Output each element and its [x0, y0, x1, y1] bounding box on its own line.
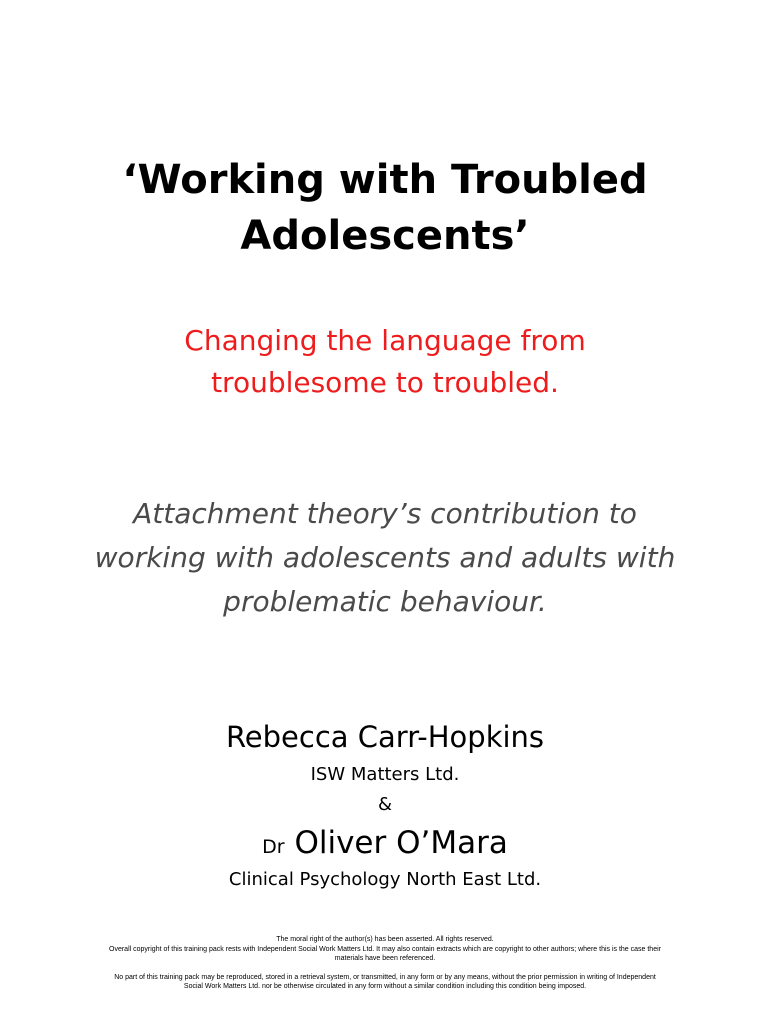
theme-line-2: working with adolescents and adults with: [94, 541, 676, 574]
document-subtitle: [20, 320, 750, 404]
footer-spacer: [60, 964, 710, 973]
author-name-2: [20, 822, 750, 868]
author-name-1: Rebecca Carr-Hopkins: [225, 720, 545, 754]
author-name-2-text: Oliver O’Mara: [294, 825, 508, 861]
title-line-1: ‘Working with Troubled: [122, 157, 648, 203]
copyright-footer: [60, 935, 710, 992]
moral-right-notice: The moral right of the author(s) has been asserted. All rights reserved.: [276, 936, 494, 943]
document-title: [20, 152, 750, 264]
authors-ampersand: &: [377, 794, 393, 815]
copyright-notice-line-2: materials have been referenced.: [334, 955, 436, 962]
author-organisation-1: ISW Matters Ltd.: [310, 764, 460, 785]
theme-line-1: Attachment theory’s contribution to: [133, 497, 637, 530]
title-line-2: Adolescents’: [240, 213, 530, 259]
copyright-notice-line-1: Overall copyright of this training pack rests with Independent Social Work Matters Ltd. It may also contain extracts which are copyright to other authors; where this is the case their: [109, 945, 661, 953]
author-organisation-2: Clinical Psychology North East Ltd.: [228, 869, 542, 890]
reproduction-notice-line-2: Social Work Matters Ltd. nor be otherwise circulated in any form without a similar condition including this condition being imposed.: [183, 983, 587, 990]
author-title-prefix: Dr: [262, 836, 285, 858]
document-theme: [10, 492, 760, 624]
reproduction-notice-line-1: No part of this training pack may be reproduced, stored in a retrieval system, or transmitted, in any form or by any means, without the prior permission in writing of Independent: [114, 973, 656, 981]
subtitle-line-2: troublesome to troubled.: [211, 366, 559, 399]
theme-line-3: problematic behaviour.: [223, 585, 547, 618]
subtitle-line-1: Changing the language from: [184, 324, 586, 357]
